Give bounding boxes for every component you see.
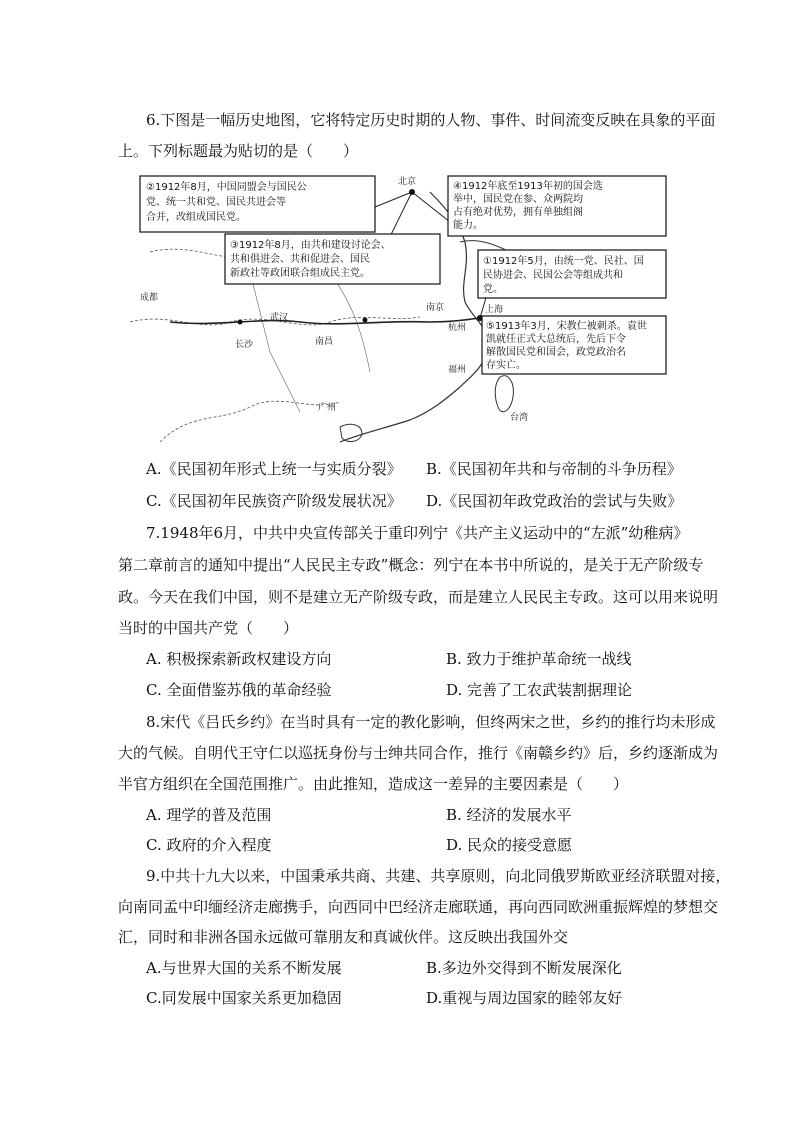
svg-text:党、统一共和党、国民共进会等: 党、统一共和党、国民共进会等 [146, 197, 286, 208]
place-nanchang: 南昌 [315, 337, 334, 347]
q8-stem-line3: 半官方组织在全国范围推广。由此推知，造成这一差异的主要因素是（ ） [118, 775, 629, 793]
svg-text:③1912年8月，由共和建设讨论会、: ③1912年8月，由共和建设讨论会、 [230, 240, 391, 251]
map-annotation-box-2 [140, 176, 375, 232]
q9-stem-line2: 向南同孟中印缅经济走廊携手，向西同中巴经济走廊联通，再向西同欧洲重振辉煌的梦想交 [118, 898, 719, 916]
place-shanghai: 上海 [485, 305, 504, 315]
q6-option-a[interactable]: A.《民国初年形式上统一与实质分裂》 [146, 460, 402, 478]
map-annotation-box-5 [482, 316, 666, 374]
q6-stem-line1: 6.下图是一幅历史地图，它将特定历史时期的人物、事件、时间流变反映在具象的平面 [146, 111, 716, 129]
q9-stem-line1: 9.中共十九大以来，中国秉承共商、共建、共享原则，向北同俄罗斯欧亚经济联盟对接， [146, 867, 731, 885]
q7-option-a[interactable]: A. 积极探索新政权建设方向 [146, 650, 332, 668]
q7-option-c[interactable]: C. 全面借鉴苏俄的革命经验 [146, 681, 332, 699]
q9-option-b[interactable]: B.多边外交得到不断发展深化 [426, 959, 622, 977]
q6-option-c[interactable]: C.《民国初年民族资产阶级发展状况》 [146, 492, 402, 510]
q6-option-b[interactable]: B.《民国初年共和与帝制的斗争历程》 [426, 460, 682, 478]
q7-stem-line4: 当时的中国共产党（ ） [118, 619, 299, 637]
svg-text:新政社等政团联合组成民主党。: 新政社等政团联合组成民主党。 [230, 268, 370, 279]
svg-text:举中，国民党在参、众两院均: 举中，国民党在参、众两院均 [453, 194, 583, 205]
svg-text:⑤1913年3月，宋教仁被刺杀。袁世: ⑤1913年3月，宋教仁被刺杀。袁世 [486, 321, 647, 332]
map-annotation-box-4 [448, 176, 666, 236]
map-figure [130, 172, 670, 446]
q6-option-d[interactable]: D.《民国初年政党政治的尝试与失败》 [426, 492, 683, 510]
svg-text:共和俱进会、共和促进会、国民: 共和俱进会、共和促进会、国民 [230, 254, 370, 265]
q8-option-c[interactable]: C. 政府的介入程度 [146, 836, 272, 854]
svg-text:存实亡。: 存实亡。 [486, 360, 526, 371]
beijing-marker [409, 189, 415, 195]
place-wuhan: 武汉 [270, 313, 289, 323]
place-taiwan: 台湾 [510, 413, 529, 423]
q7-option-b[interactable]: B. 致力于维护革命统一战线 [446, 650, 632, 668]
q8-stem-line2: 大的气候。自明代王守仁以巡抚身份与士绅共同合作，推行《南赣乡约》后，乡约逐渐成为 [118, 744, 719, 762]
q7-stem-line3: 政。今天在我们中国，则不是建立无产阶级专政，而是建立人民民主专政。这可以用来说明 [118, 588, 719, 606]
q8-option-b[interactable]: B. 经济的发展水平 [446, 806, 572, 824]
place-hangzhou: 杭州 [448, 323, 467, 333]
place-nanjing: 南京 [426, 303, 445, 313]
q7-option-d[interactable]: D. 完善了工农武装割据理论 [446, 681, 633, 699]
map-annotation-box-1 [478, 250, 666, 298]
q7-stem-line1: 7.1948年6月，中共中央宣传部关于重印列宁《共产主义运动中的“左派”幼稚病》 [146, 524, 689, 542]
place-guangzhou: 广州 [318, 403, 337, 413]
svg-text:凯就任正式大总统后，先后下令: 凯就任正式大总统后，先后下令 [486, 334, 626, 345]
place-fuzhou: 福州 [448, 365, 467, 375]
q9-stem-line3: 汇，同时和非洲各国永远做可靠朋友和真诚伙伴。这反映出我国外交 [118, 928, 569, 946]
place-beijing: 北京 [398, 177, 417, 187]
q8-option-d[interactable]: D. 民众的接受意愿 [446, 836, 573, 854]
place-chengdu: 成都 [140, 293, 159, 303]
svg-text:民协进会、民国公会等组成共和: 民协进会、民国公会等组成共和 [483, 270, 623, 281]
svg-text:党。: 党。 [483, 284, 503, 295]
q8-option-a[interactable]: A. 理学的普及范围 [146, 806, 272, 824]
svg-text:②1912年8月，中国同盟会与国民公: ②1912年8月，中国同盟会与国民公 [146, 182, 307, 193]
q7-stem-line2: 第二章前言的通知中提出“人民民主专政”概念：列宁在本书中所说的，是关于无产阶级专 [118, 556, 704, 574]
svg-text:能力。: 能力。 [453, 220, 483, 231]
svg-text:④1912年底至1913年初的国会选: ④1912年底至1913年初的国会选 [453, 181, 603, 192]
q9-option-d[interactable]: D.重视与周边国家的睦邻友好 [426, 989, 623, 1007]
q6-stem-line2: 上。下列标题最为贴切的是（ ） [118, 142, 359, 160]
q9-option-c[interactable]: C.同发展中国家关系更加稳固 [146, 989, 342, 1007]
svg-text:合并，改组成国民党。: 合并，改组成国民党。 [146, 212, 246, 223]
q9-option-a[interactable]: A.与世界大国的关系不断发展 [146, 959, 342, 977]
historical-map [130, 172, 670, 446]
map-annotation-box-3 [225, 234, 440, 284]
svg-text:解散国民党和国会，政党政治名: 解散国民党和国会，政党政治名 [486, 347, 626, 358]
svg-text:占有绝对优势，拥有单独组阁: 占有绝对优势，拥有单独组阁 [453, 207, 583, 218]
place-changsha: 长沙 [235, 340, 254, 350]
q8-stem-line1: 8.宋代《吕氏乡约》在当时具有一定的教化影响，但终两宋之世，乡约的推行均未形成 [146, 713, 716, 731]
svg-text:①1912年5月，由统一党、民社、国: ①1912年5月，由统一党、民社、国 [483, 256, 644, 267]
